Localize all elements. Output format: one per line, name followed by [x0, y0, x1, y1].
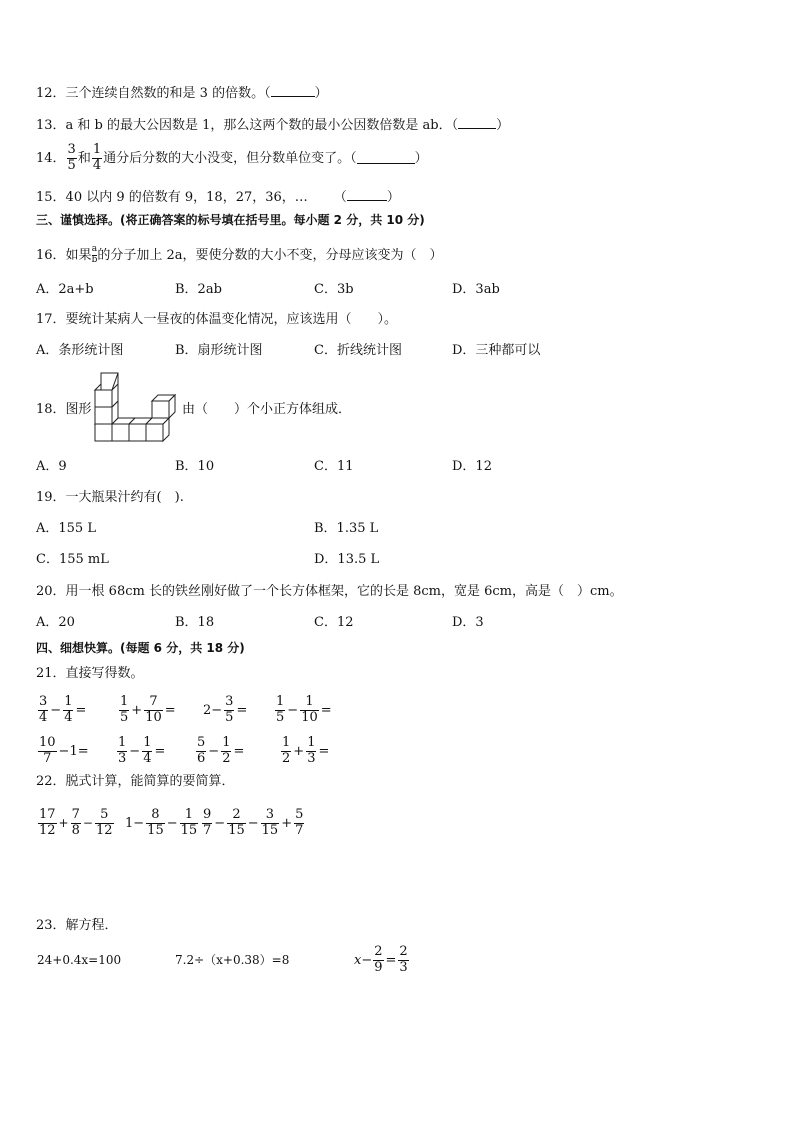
option-c[interactable]: C．折线统计图 — [314, 343, 402, 358]
fraction: $\frac{1}{3}$ — [118, 734, 127, 766]
answer-blank[interactable] — [347, 189, 387, 201]
option-a[interactable]: A．条形统计图 — [36, 343, 124, 358]
question-text: 一大瓶果汁约有( ). — [65, 490, 184, 505]
paren-open: （ — [333, 190, 347, 205]
question-text-pre: 图形 — [65, 402, 92, 417]
calc-item: 1− $\frac{8}{15}$ − $\frac{1}{15}$ — [125, 806, 198, 838]
calc-item: $\frac{17}{12}$ + $\frac{7}{8}$ − $\frac{5}{12}$ — [39, 806, 113, 838]
fraction: $\frac{1}{2}$ — [282, 734, 291, 766]
option-d[interactable]: D．3ab — [452, 282, 500, 297]
paren-close: ） — [386, 190, 400, 205]
question-text: 直接写得数。 — [65, 666, 144, 681]
section-heading-3: 三、谨慎选择。(将正确答案的标号填在括号里。每小题 2 分，共 10 分) — [36, 213, 425, 227]
fraction: $\frac{9}{7}$ — [203, 806, 212, 838]
question-number: 22． — [36, 774, 66, 789]
fraction: $\frac{7}{8}$ — [71, 806, 80, 838]
question-number: 17． — [36, 312, 66, 327]
fraction: $\frac{1}{5}$ — [120, 693, 129, 725]
question-text: 解方程． — [65, 918, 118, 933]
fraction: $\frac{5}{6}$ — [197, 734, 206, 766]
fraction: $\frac{1}{15}$ — [180, 806, 198, 838]
fraction: $\frac{5}{7}$ — [295, 806, 304, 838]
calc-item: $\frac{3}{4}$ − $\frac{1}{4}$ = — [39, 693, 87, 725]
calc-item: $\frac{1}{5}$ − $\frac{1}{10}$ = — [276, 693, 332, 725]
question-number: 15． — [36, 190, 66, 205]
fraction: $\frac{17}{12}$ — [39, 806, 56, 838]
question-number: 13． — [36, 118, 66, 133]
equation-3: x− $\frac{2}{9}$ = $\frac{2}{3}$ — [354, 943, 408, 975]
fraction: $\frac{1}{4}$ — [143, 734, 152, 766]
calc-item: $\frac{1}{5}$ + $\frac{7}{10}$ = — [120, 693, 176, 725]
option-a[interactable]: A．2a+b — [36, 282, 94, 297]
equation-2: 7.2÷（x+0.38）=8 — [175, 953, 290, 967]
question-number: 23． — [36, 918, 66, 933]
fraction-small: a b — [91, 244, 98, 265]
option-b[interactable]: B．2ab — [175, 282, 222, 297]
question-text: a 和 b 的最大公因数是 1，那么这两个数的最小公因数倍数是 ab．（ — [65, 118, 459, 133]
cube-figure — [93, 372, 181, 442]
calc-item: $\frac{5}{6}$ − $\frac{1}{2}$ = — [197, 734, 245, 766]
calc-item: $\frac{10}{7}$ −1= — [39, 734, 89, 766]
question-text: 通分后分数的大小没变，但分数单位变了。（ — [103, 150, 357, 166]
calc-item: $\frac{9}{7}$ − $\frac{2}{15}$ − $\frac{3}{15}$ + $\frac{5}{7}$ — [203, 806, 304, 838]
question-text: 用一根 68cm 长的铁丝刚好做了一个长方体框架，它的长是 8cm，宽是 6cm，高是（ ）cm。 — [65, 584, 623, 599]
question-text: 脱式计算，能简算的要简算． — [65, 774, 235, 789]
section-heading-4: 四、细想快算。(每题 6 分，共 18 分) — [36, 641, 245, 655]
option-c[interactable]: C．12 — [314, 615, 354, 630]
fraction: $\frac{2}{3}$ — [399, 943, 408, 975]
fraction: $\frac{3}{5}$ — [67, 141, 76, 173]
option-a[interactable]: A．9 — [36, 459, 67, 474]
answer-blank[interactable] — [458, 117, 496, 129]
question-19 — [36, 491, 184, 504]
fraction: $\frac{1}{10}$ — [301, 693, 318, 725]
question-text: 40 以内 9 的倍数有 9，18，27，36，… — [65, 190, 308, 205]
calc-item: $\frac{1}{3}$ − $\frac{1}{4}$ = — [118, 734, 166, 766]
question-number: 14． — [36, 150, 66, 166]
fraction: $\frac{1}{3}$ — [307, 734, 316, 766]
question-text-pre: 如果 — [65, 247, 92, 263]
fraction: $\frac{3}{15}$ — [261, 806, 279, 838]
option-d[interactable]: D．13.5 L — [314, 552, 380, 567]
option-c[interactable]: C．3b — [314, 282, 354, 297]
question-text: 要统计某病人一昼夜的体温变化情况，应该选用（ ）。 — [65, 312, 398, 327]
fraction: $\frac{1}{2}$ — [222, 734, 231, 766]
question-text: 由（ ）个小正方体组成． — [182, 402, 352, 417]
question-22 — [36, 775, 235, 788]
fraction: $\frac{7}{10}$ — [145, 693, 162, 725]
question-number: 19． — [36, 490, 66, 505]
equation-1: 24+0.4x=100 — [37, 953, 122, 967]
question-number: 16． — [36, 247, 66, 263]
option-d[interactable]: D．3 — [452, 615, 484, 630]
question-text: 的分子加上 2a，要使分数的大小不变，分母应该变为（ ） — [97, 247, 443, 263]
question-number: 12． — [36, 86, 66, 101]
fraction: $\frac{1}{5}$ — [276, 693, 285, 725]
option-b[interactable]: B．扇形统计图 — [175, 343, 263, 358]
fraction: $\frac{5}{12}$ — [95, 806, 113, 838]
fraction: $\frac{2}{15}$ — [228, 806, 245, 838]
option-d[interactable]: D．三种都可以 — [452, 343, 541, 358]
question-18-number — [36, 403, 92, 416]
option-b[interactable]: B．10 — [175, 459, 215, 474]
question-13 — [36, 117, 509, 132]
question-number: 18． — [36, 402, 66, 417]
calc-item: 2− $\frac{3}{5}$ = — [203, 693, 248, 725]
option-a[interactable]: A．155 L — [36, 521, 96, 536]
question-15 — [36, 189, 400, 204]
fraction: $\frac{10}{7}$ — [39, 734, 56, 766]
option-c[interactable]: C．155 mL — [36, 552, 109, 567]
fraction: $\frac{3}{5}$ — [225, 693, 234, 725]
question-text: 三个连续自然数的和是 3 的倍数。（ — [65, 86, 271, 101]
question-14 — [36, 140, 428, 176]
option-a[interactable]: A．20 — [36, 615, 75, 630]
fraction: $\frac{1}{4}$ — [92, 141, 102, 173]
paren-close: ） — [314, 86, 328, 101]
question-text-and: 和 — [77, 150, 91, 166]
question-17 — [36, 313, 397, 326]
option-d[interactable]: D．12 — [452, 459, 492, 474]
question-18 — [182, 403, 351, 416]
option-b[interactable]: B．18 — [175, 615, 215, 630]
calc-item: $\frac{1}{2}$ + $\frac{1}{3}$ = — [282, 734, 330, 766]
fraction: $\frac{3}{4}$ — [39, 693, 48, 725]
option-c[interactable]: C．11 — [314, 459, 354, 474]
fraction: $\frac{8}{15}$ — [147, 806, 164, 838]
fraction: $\frac{2}{9}$ — [374, 943, 383, 975]
option-b[interactable]: B．1.35 L — [314, 521, 379, 536]
question-number: 21． — [36, 666, 66, 681]
question-number: 20． — [36, 584, 66, 599]
question-21 — [36, 667, 144, 680]
question-23 — [36, 919, 118, 932]
question-20 — [36, 585, 623, 598]
paren-close: ） — [496, 118, 510, 133]
question-12 — [36, 85, 328, 100]
paren-close: ） — [414, 150, 428, 166]
answer-blank[interactable] — [271, 85, 315, 97]
answer-blank[interactable] — [357, 152, 415, 164]
fraction: $\frac{1}{4}$ — [64, 693, 73, 725]
question-16 — [36, 238, 442, 272]
